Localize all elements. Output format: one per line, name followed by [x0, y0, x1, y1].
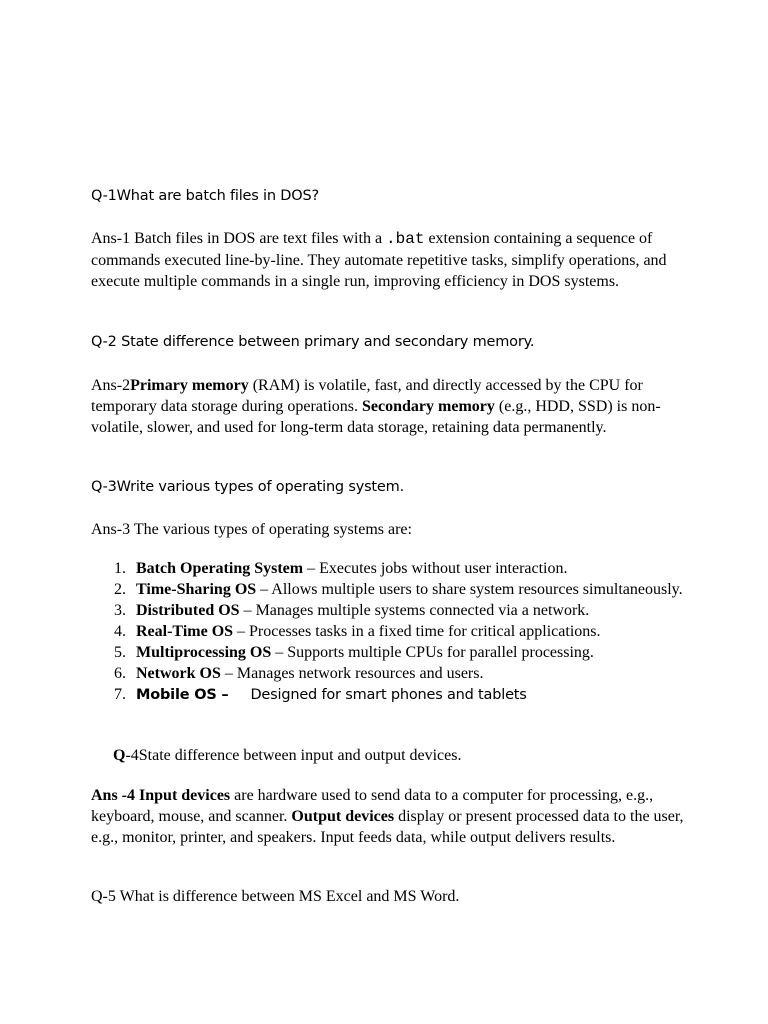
answer-2-term-primary: Primary memory: [130, 377, 249, 394]
list-item-term: Network OS: [136, 665, 221, 682]
question-4-prefix: Q: [113, 747, 126, 764]
answer-4-term-output: Output devices: [291, 808, 395, 825]
list-item-term: Distributed OS: [136, 602, 240, 619]
answer-4-term-input: Input devices: [139, 787, 231, 804]
question-1: Q-1What are batch files in DOS?: [91, 188, 319, 204]
answer-4-text-1: are hardware used to send data to a computer for processing, e.g., keyboard, mouse, and scanner.: [91, 787, 654, 825]
list-item-number: 4.: [114, 623, 126, 640]
list-item: [104, 600, 704, 621]
list-item: [104, 558, 704, 579]
list-item-number: 2.: [114, 581, 126, 598]
list-item: [104, 684, 704, 706]
list-item: [104, 642, 704, 663]
list-item-desc: Designed for smart phones and tablets: [250, 687, 527, 703]
answer-2-text-1: (RAM) is volatile, fast, and directly accessed by the CPU for temporary data storage during operations.: [91, 377, 643, 415]
list-item-number: 1.: [114, 560, 126, 577]
list-item-term: Time-Sharing OS: [136, 581, 257, 598]
list-item-desc: – Manages network resources and users.: [220, 665, 484, 682]
list-item-desc: – Allows multiple users to share system resources simultaneously.: [256, 581, 683, 598]
list-item-number: 5.: [114, 644, 126, 661]
list-item: [104, 663, 704, 684]
answer-1-suffix: extension containing a sequence of commands executed line-by-line. They automate repetitive tasks, simplify operations, and execute multiple commands in a single run, improving efficiency in DOS systems.: [91, 230, 667, 290]
question-3: Q-3Write various types of operating system.: [91, 479, 404, 495]
list-item-number: 3.: [114, 602, 126, 619]
answer-1: [91, 228, 691, 292]
answer-4: [91, 785, 691, 848]
list-item-term: Real-Time OS: [136, 623, 234, 640]
answer-4-text-2: display or present processed data to the user, e.g., monitor, printer, and speakers. Input feeds data, while output delivers results.: [91, 808, 684, 846]
list-item-desc: – Supports multiple CPUs for parallel processing.: [271, 644, 594, 661]
answer-1-prefix: Ans-1 Batch files in DOS are text files with a: [91, 230, 387, 247]
answer-3-intro: Ans-3 The various types of operating systems are:: [91, 521, 412, 538]
list-item-term: Multiprocessing OS: [136, 644, 272, 661]
list-item-desc: – Executes jobs without user interaction.: [303, 560, 568, 577]
question-4-text: -4State difference between input and output devices.: [125, 747, 462, 764]
answer-2-text-2: (e.g., HDD, SSD) is non-volatile, slower, and used for long-term data storage, retaining data permanently.: [91, 398, 661, 436]
answer-2-term-secondary: Secondary memory: [362, 398, 495, 415]
os-types-list: [104, 558, 704, 706]
list-item: [104, 621, 704, 642]
list-item-number: 7.: [114, 686, 126, 703]
question-5: Q-5 What is difference between MS Excel and MS Word.: [91, 888, 460, 905]
list-item-number: 6.: [114, 665, 126, 682]
answer-2-prefix: Ans-2: [91, 377, 131, 394]
answer-1-code: .bat: [386, 230, 425, 248]
question-4: [113, 745, 713, 766]
list-item-term: Mobile OS –: [136, 687, 229, 703]
list-item-term: Batch Operating System: [136, 560, 304, 577]
answer-4-prefix: Ans -4: [91, 787, 136, 804]
list-item-desc: – Manages multiple systems connected via a network.: [239, 602, 590, 619]
question-2: Q-2 State difference between primary and secondary memory.: [91, 334, 535, 350]
answer-2: [91, 375, 691, 438]
list-item: [104, 579, 704, 600]
list-item-desc: – Processes tasks in a fixed time for critical applications.: [233, 623, 601, 640]
